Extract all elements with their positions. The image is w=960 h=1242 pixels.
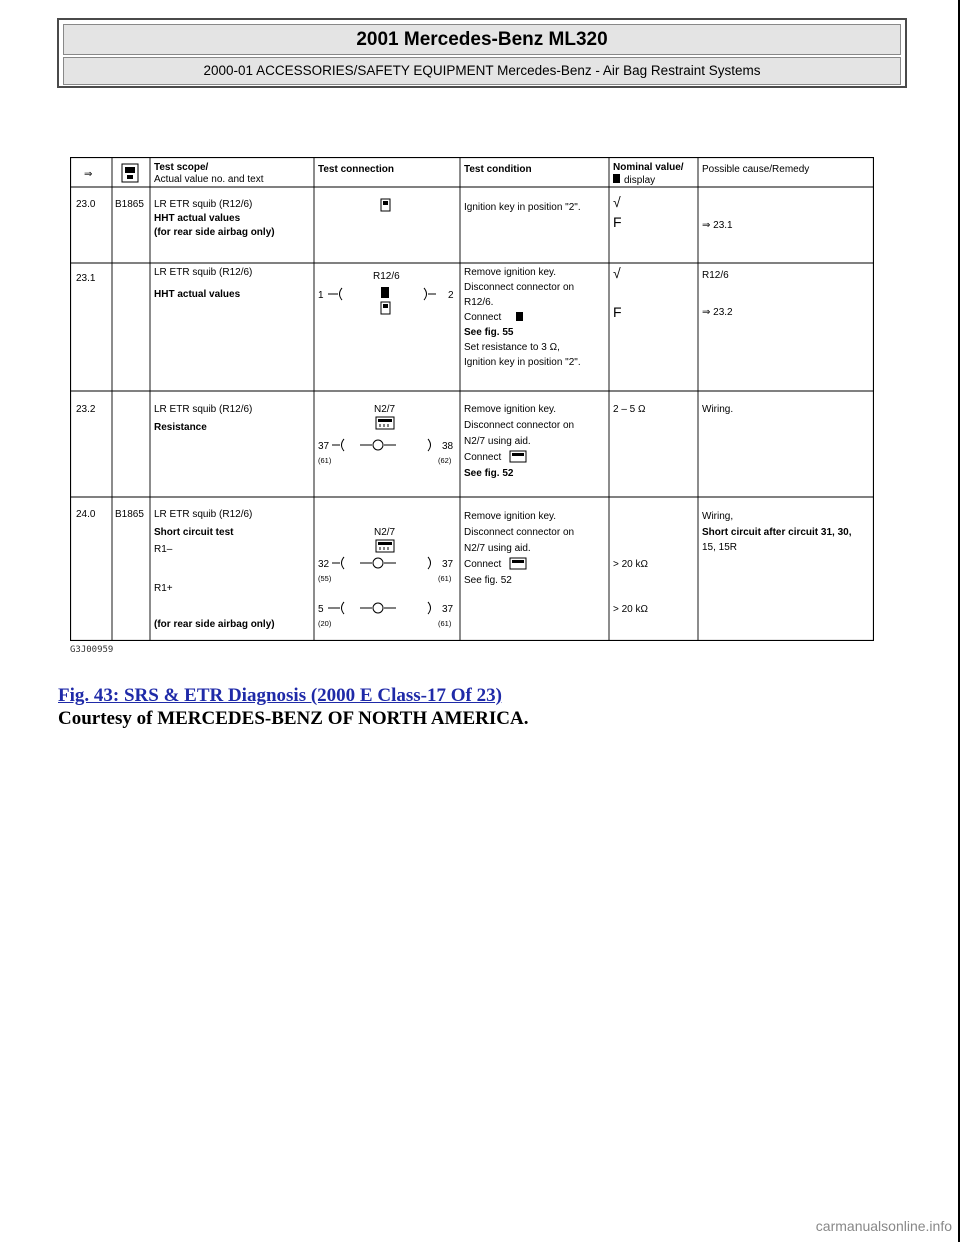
test-condition-line: See fig. 52 (464, 575, 512, 586)
test-condition-line: Remove ignition key. (464, 511, 557, 522)
remedy-line: Wiring. (702, 404, 734, 415)
tester-icon (381, 287, 389, 298)
connection-component: N2/7 (374, 404, 396, 415)
remedy-line: Short circuit after circuit 31, 30, (702, 527, 852, 538)
tester-icon (516, 312, 523, 321)
header-display: display (624, 175, 656, 186)
test-condition-line: Disconnect connector on (464, 420, 575, 431)
step-number: 23.1 (76, 273, 96, 284)
remedy-line: R12/6 (702, 270, 729, 281)
nominal-ok-mark: √ (613, 194, 621, 210)
connection-pin-left: 5 (318, 604, 324, 615)
test-condition-line: Remove ignition key. (464, 404, 557, 415)
fault-code: B1865 (115, 199, 144, 210)
nominal-value: 2 – 5 Ω (613, 404, 646, 415)
header-nominal-value: Nominal value/ (613, 162, 684, 173)
test-scope-line: Resistance (154, 422, 207, 433)
test-condition-line: R12/6. (464, 297, 494, 308)
connection-pin-left: 37 (318, 441, 330, 452)
vehicle-title: 2001 Mercedes-Benz ML320 (63, 24, 901, 55)
test-condition-line: Disconnect connector on (464, 527, 575, 538)
connector-pin-label: (61) (438, 574, 452, 583)
test-scope-line: R1– (154, 544, 173, 555)
test-scope-line: (for rear side airbag only) (154, 619, 275, 630)
watermark: carmanualsonline.info (815, 1218, 952, 1234)
connector-pin-label: (20) (318, 619, 332, 628)
figure-courtesy: Courtesy of MERCEDES-BENZ OF NORTH AMERICA. (58, 708, 529, 729)
connection-component: N2/7 (374, 527, 396, 538)
connection-pin-right: 37 (442, 559, 454, 570)
figure-caption-link[interactable]: Fig. 43: SRS & ETR Diagnosis (2000 E Class-17 Of 23) (58, 685, 502, 706)
connector-pin-label: (55) (318, 574, 332, 583)
header-possible-cause: Possible cause/Remedy (702, 164, 810, 175)
test-condition-line: N2/7 using aid. (464, 543, 531, 554)
remedy-line: 15, 15R (702, 542, 738, 553)
test-scope-line: LR ETR squib (R12/6) (154, 509, 253, 520)
remedy-line: Wiring, (702, 511, 734, 522)
test-scope-line: LR ETR squib (R12/6) (154, 199, 253, 210)
test-condition-line: Connect (464, 452, 502, 463)
test-condition-line: Remove ignition key. (464, 267, 557, 278)
test-scope-line: HHT actual values (154, 213, 241, 224)
connection-pin-right: 37 (442, 604, 454, 615)
header-arrow: ⇒ (84, 169, 93, 180)
connector-pin-label: (61) (438, 619, 452, 628)
test-condition-line: See fig. 52 (464, 468, 514, 479)
step-number: 23.0 (76, 199, 96, 210)
header-test-scope: Test scope/ (154, 162, 209, 173)
nominal-value: > 20 kΩ (613, 559, 648, 570)
connection-pin-right: 2 (448, 290, 454, 301)
header-actual-value: Actual value no. and text (154, 174, 264, 185)
test-scope-line: Short circuit test (154, 527, 234, 538)
test-scope-line: LR ETR squib (R12/6) (154, 404, 253, 415)
figure-code: G3J00959 (70, 645, 114, 655)
remedy-line: ⇒ 23.2 (702, 307, 733, 318)
nominal-value: > 20 kΩ (613, 604, 648, 615)
tester-display-icon (613, 174, 620, 183)
header-test-connection: Test connection (318, 164, 394, 175)
test-condition-line: Set resistance to 3 Ω, (464, 342, 560, 353)
test-condition-line: N2/7 using aid. (464, 436, 531, 447)
header-test-condition: Test condition (464, 164, 532, 175)
test-condition-line: Ignition key in position "2". (464, 357, 581, 368)
test-condition-line: Connect (464, 559, 502, 570)
page-header (57, 18, 907, 88)
nominal-fault-mark: F (613, 214, 622, 230)
diagnosis-table-figure (70, 157, 874, 641)
section-subtitle: 2000-01 ACCESSORIES/SAFETY EQUIPMENT Mercedes-Benz - Air Bag Restraint Systems (63, 57, 901, 85)
test-condition-line: Connect (464, 312, 502, 323)
connection-component: R12/6 (373, 271, 400, 282)
nominal-ok-mark: √ (613, 265, 621, 281)
test-condition-line: Disconnect connector on (464, 282, 575, 293)
test-scope-line: LR ETR squib (R12/6) (154, 267, 253, 278)
test-scope-line: R1+ (154, 583, 173, 594)
nominal-fault-mark: F (613, 304, 622, 320)
remedy-line: ⇒ 23.1 (702, 220, 733, 231)
connector-pin-label: (61) (318, 456, 332, 465)
connection-pin-left: 1 (318, 290, 324, 301)
connector-pin-label: (62) (438, 456, 452, 465)
step-number: 23.2 (76, 404, 96, 415)
test-condition-line: See fig. 55 (464, 327, 514, 338)
connection-pin-right: 38 (442, 441, 454, 452)
connection-pin-left: 32 (318, 559, 330, 570)
test-condition-line: Ignition key in position "2". (464, 202, 581, 213)
test-scope-line: HHT actual values (154, 289, 241, 300)
test-scope-line: (for rear side airbag only) (154, 227, 275, 238)
fault-code: B1865 (115, 509, 144, 520)
step-number: 24.0 (76, 509, 96, 520)
